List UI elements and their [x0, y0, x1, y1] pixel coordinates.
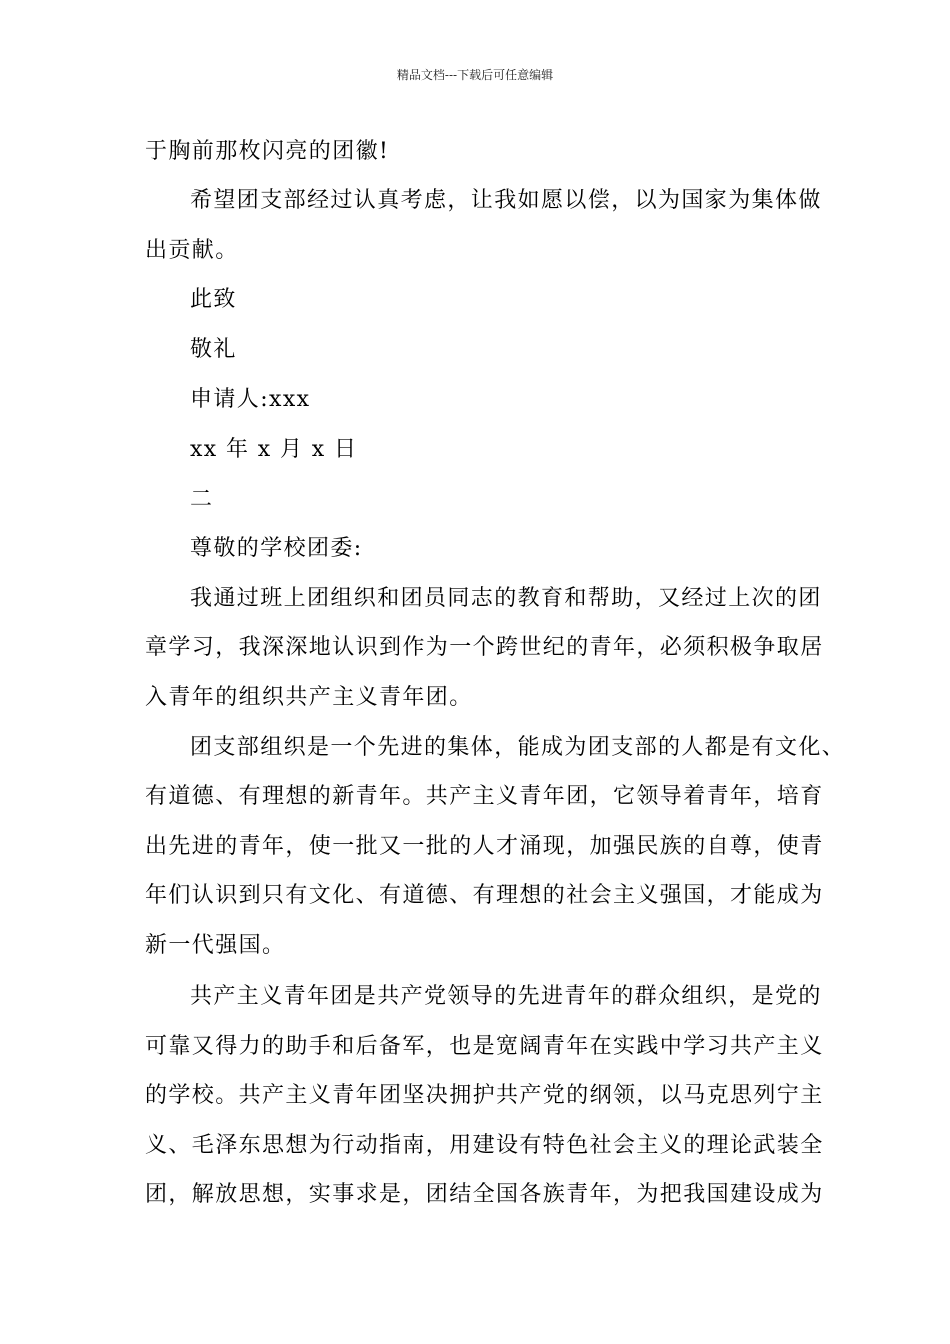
- page-header: 精品文档---下载后可任意编辑: [396, 68, 554, 82]
- text-line: 义、毛泽东思想为行动指南，用建设有特色社会主义的理论武装全: [145, 1133, 824, 1158]
- text-line: 团支部组织是一个先进的集体，能成为团支部的人都是有文化、: [190, 735, 846, 760]
- text-line: 出先进的青年，使一批又一批的人才涌现，加强民族的自尊，使青: [145, 834, 824, 859]
- applicant-signature: 申请人:xxx: [190, 387, 311, 412]
- closing-salutation: 敬礼: [190, 337, 237, 362]
- text-line: 可靠又得力的助手和后备军，也是宽阔青年在实践中学习共产主义: [145, 1034, 824, 1059]
- text-line: 希望团支部经过认真考虑，让我如愿以偿，以为国家为集体做: [190, 188, 822, 213]
- text-line: 章学习，我深深地认识到作为一个跨世纪的青年，必须积极争取居: [145, 635, 824, 660]
- date-line: xx 年 x 月 x 日: [190, 437, 358, 462]
- text-line: 共产主义青年团是共产党领导的先进青年的群众组织，是党的: [190, 984, 822, 1009]
- text-line: 我通过班上团组织和团员同志的教育和帮助，又经过上次的团: [190, 586, 822, 611]
- text-line: 于胸前那枚闪亮的团徽!: [145, 139, 390, 164]
- closing-salutation: 此致: [190, 287, 237, 312]
- text-line: 团，解放思想，实事求是，团结全国各族青年，为把我国建设成为: [145, 1182, 824, 1207]
- text-line: 年们认识到只有文化、有道德、有理想的社会主义强国，才能成为: [145, 883, 824, 908]
- text-line: 出贡献。: [145, 238, 239, 263]
- text-line: 有道德、有理想的新青年。共产主义青年团，它领导着青年，培育: [145, 784, 824, 809]
- text-line: 的学校。共产主义青年团坚决拥护共产党的纲领，以马克思列宁主: [145, 1083, 824, 1108]
- text-line: 新一代强国。: [145, 933, 286, 958]
- letter-greeting: 尊敬的学校团委:: [190, 536, 363, 561]
- section-number: 二: [190, 487, 214, 512]
- text-line: 入青年的组织共产主义青年团。: [145, 685, 473, 710]
